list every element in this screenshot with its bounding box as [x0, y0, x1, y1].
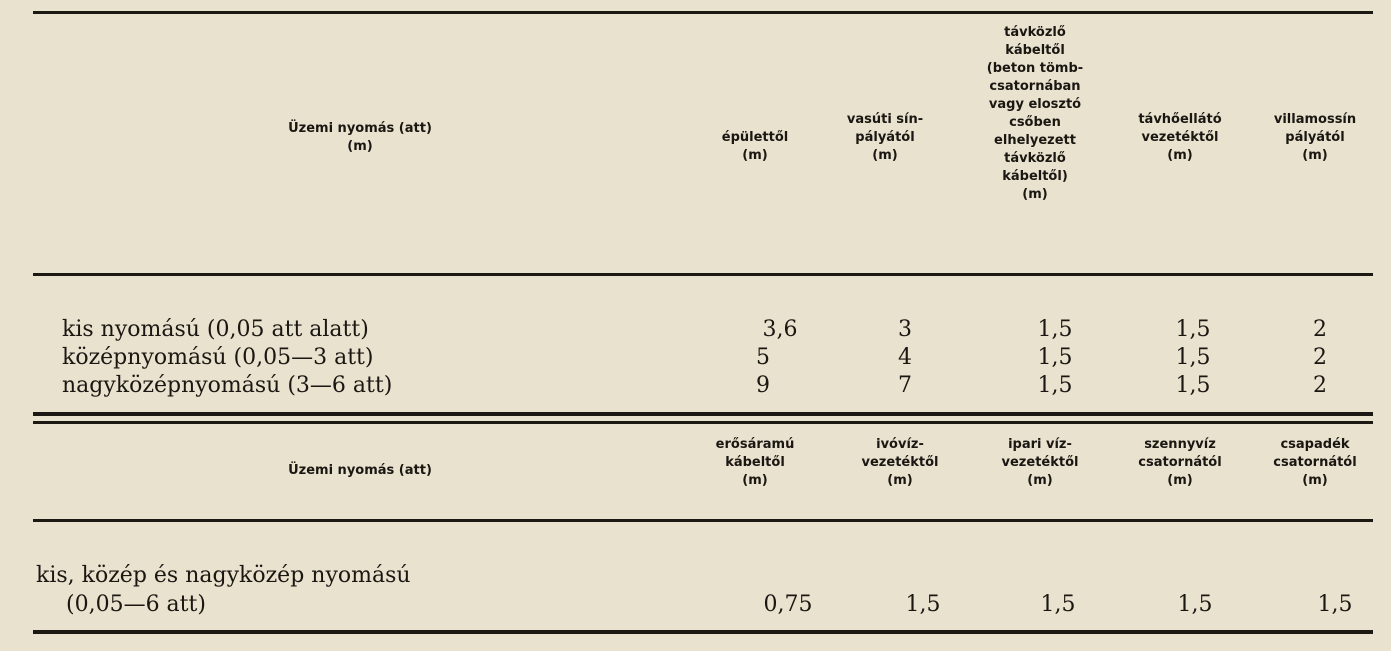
header-line: kábeltől) — [1002, 169, 1068, 184]
table-cell: 1,5 — [1037, 373, 1073, 398]
table-cell: 3,6 — [762, 317, 798, 342]
header-line: távhőellátó — [1138, 112, 1222, 127]
table-cell: 4 — [898, 345, 912, 370]
header-line: vezetéktől — [1001, 455, 1079, 470]
table-cell: 1,5 — [1317, 592, 1353, 617]
table2-row-label: (0,05—6 att) — [66, 592, 206, 617]
header-line: vezetéktől — [861, 455, 939, 470]
table2-row-label: kis, közép és nagyközép nyomású — [36, 563, 411, 588]
table2-top-rule — [33, 421, 1373, 424]
header-line: csatornától — [1273, 455, 1357, 470]
header-line: ipari víz- — [1008, 437, 1072, 452]
header-line: (m) — [742, 148, 768, 163]
header-line: vezetéktől — [1141, 130, 1219, 145]
table2-bottom-rule — [33, 630, 1373, 634]
table1-col-tramway — [1245, 111, 1385, 165]
table2-col-drinking-water — [835, 436, 965, 490]
table-cell: 1,5 — [1037, 317, 1073, 342]
table1-header-label-line: (m) — [347, 139, 373, 154]
table-cell: 2 — [1313, 317, 1327, 342]
header-line: (m) — [1022, 187, 1048, 202]
table-cell: 1,5 — [1037, 345, 1073, 370]
header-line: (m) — [1027, 473, 1053, 488]
table2-header-label-line: Üzemi nyomás (att) — [288, 463, 432, 478]
table-cell: 3 — [898, 317, 912, 342]
header-line: elhelyezett — [994, 133, 1076, 148]
header-line: vasúti sín- — [846, 112, 924, 127]
table1-top-rule — [33, 11, 1373, 14]
header-line: (m) — [1167, 473, 1193, 488]
table1-header-rule — [33, 273, 1373, 276]
header-line: (beton tömb- — [986, 61, 1084, 76]
header-line: csőben — [1009, 115, 1061, 130]
table1-row-label: kis nyomású (0,05 att alatt) — [62, 317, 369, 342]
header-line: (m) — [1302, 148, 1328, 163]
header-line: ivóvíz- — [876, 437, 924, 452]
header-line: távközlő — [1004, 25, 1066, 40]
table2-col-power-cable — [690, 436, 820, 490]
header-line: épülettől — [721, 130, 789, 145]
header-line: vagy elosztó — [988, 97, 1082, 112]
table2-header-rule — [33, 519, 1373, 522]
header-line: erősáramú — [715, 437, 795, 452]
table-cell: 1,5 — [1175, 345, 1211, 370]
table1-col-railway — [825, 111, 945, 165]
header-line: pályától — [1285, 130, 1345, 145]
table-cell: 1,5 — [1175, 317, 1211, 342]
table1-col-district-heating — [1105, 111, 1255, 165]
table-cell: 0,75 — [763, 592, 813, 617]
header-line: (m) — [872, 148, 898, 163]
header-line: csatornában — [989, 79, 1081, 94]
table1-header-label — [240, 120, 480, 156]
header-line: kábeltől — [725, 455, 785, 470]
table-cell: 2 — [1313, 345, 1327, 370]
table2-col-industrial-water — [970, 436, 1110, 490]
table-cell: 2 — [1313, 373, 1327, 398]
table-cell: 1,5 — [1175, 373, 1211, 398]
header-line: pályától — [855, 130, 915, 145]
table1-row-label: középnyomású (0,05—3 att) — [62, 345, 374, 370]
table-cell: 1,5 — [905, 592, 941, 617]
table2-col-stormwater — [1245, 436, 1385, 490]
header-line: (m) — [1167, 148, 1193, 163]
header-line: távközlő — [1004, 151, 1066, 166]
header-line: csapadék — [1280, 437, 1350, 452]
table1-col-telecom — [955, 24, 1115, 204]
header-line: csatornától — [1138, 455, 1222, 470]
table-cell: 5 — [756, 345, 770, 370]
table1-bottom-rule — [33, 412, 1373, 416]
table-cell: 1,5 — [1040, 592, 1076, 617]
header-line: kábeltől — [1005, 43, 1065, 58]
table1-col-building — [700, 129, 810, 165]
table1-header-label-line: Üzemi nyomás (att) — [288, 121, 432, 136]
header-line: villamossín — [1273, 112, 1357, 127]
table-cell: 9 — [756, 373, 770, 398]
header-line: (m) — [742, 473, 768, 488]
table-cell: 7 — [898, 373, 912, 398]
header-line: szennyvíz — [1144, 437, 1216, 452]
header-line: (m) — [887, 473, 913, 488]
table-cell: 1,5 — [1177, 592, 1213, 617]
header-line: (m) — [1302, 473, 1328, 488]
table2-header-label — [240, 462, 480, 480]
table1-row-label: nagyközépnyomású (3—6 att) — [62, 373, 393, 398]
table2-col-sewer — [1110, 436, 1250, 490]
